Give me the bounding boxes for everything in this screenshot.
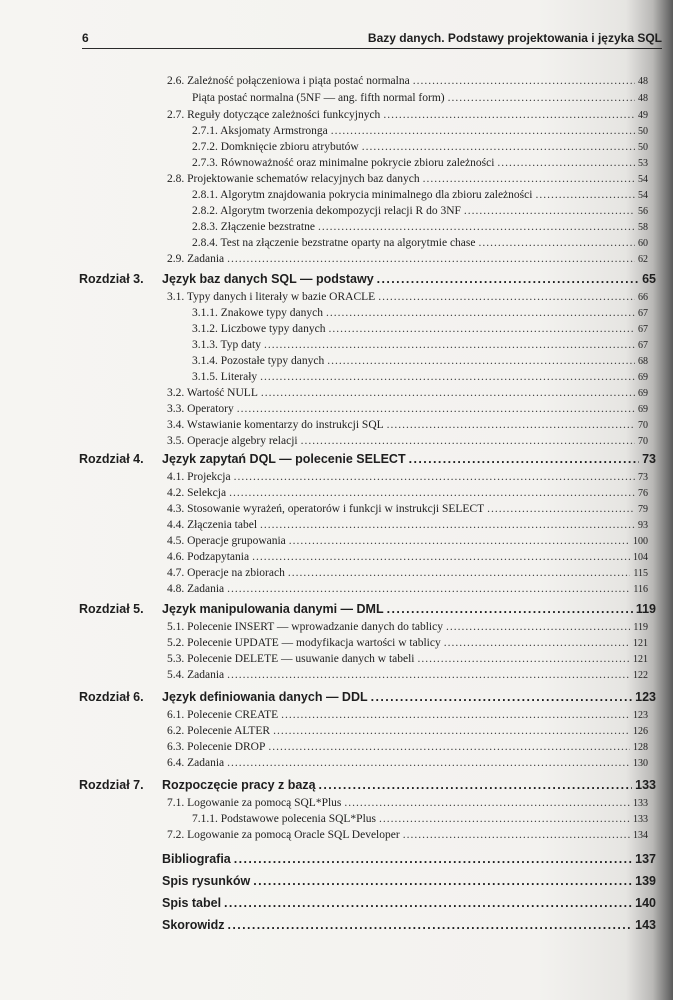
toc-entry[interactable]: 4.3. Stosowanie wyrażeń, operatorów i funkcji w instrukcji SELECT ..... 79 xyxy=(167,502,648,517)
toc-entry[interactable]: 7.1. Logowanie za pomocą SQL*Plus ..... 133 xyxy=(167,796,648,811)
toc-entry[interactable]: 3.4. Wstawianie komentarzy do instrukcji SQL ..... 70 xyxy=(167,418,648,433)
chapter-entry[interactable]: Język manipulowania danymi — DML ..... 119 xyxy=(162,601,656,618)
toc-entry[interactable]: 4.4. Złączenia tabel ..... 93 xyxy=(167,518,648,533)
toc-entry[interactable]: 4.7. Operacje na zbiorach ..... 115 xyxy=(167,566,648,581)
toc-entry[interactable]: 2.6. Zależność połączeniowa i piąta postać normalna ..... 48 xyxy=(167,74,648,89)
toc-entry[interactable]: 6.4. Zadania ..... 130 xyxy=(167,756,648,771)
toc-entry[interactable]: 6.1. Polecenie CREATE ..... 123 xyxy=(167,708,648,723)
toc-entry[interactable]: 3.1.1. Znakowe typy danych ..... 67 xyxy=(192,306,648,321)
toc-entry[interactable]: 2.7.3. Równoważność oraz minimalne pokrycie zbioru zależności ..... 53 xyxy=(192,156,648,171)
back-matter-tables[interactable]: Spis tabel ..... 140 xyxy=(162,895,656,912)
toc-entry[interactable]: 2.7. Reguły dotyczące zależności funkcyjnych ..... 49 xyxy=(167,108,648,123)
toc-entry[interactable]: 2.8. Projektowanie schematów relacyjnych baz danych ..... 54 xyxy=(167,172,648,187)
running-title: Bazy danych. Podstawy projektowania i języka SQL xyxy=(367,31,662,45)
toc-entry[interactable]: 3.5. Operacje algebry relacji ..... 70 xyxy=(167,434,648,449)
toc-entry[interactable]: 2.8.4. Test na złączenie bezstratne oparty na algorytmie chase ..... 60 xyxy=(192,236,648,251)
toc-entry[interactable]: 3.3. Operatory ..... 69 xyxy=(167,402,648,417)
toc-entry[interactable]: 7.2. Logowanie za pomocą Oracle SQL Developer ..... 134 xyxy=(167,828,648,843)
toc-entry[interactable]: 5.2. Polecenie UPDATE — modyfikacja wartości w tablicy ..... 121 xyxy=(167,636,648,651)
toc-entry[interactable]: 5.4. Zadania ..... 122 xyxy=(167,668,648,683)
toc-entry[interactable]: 3.1.4. Pozostałe typy danych ..... 68 xyxy=(192,354,648,369)
page-number: 6 xyxy=(82,31,89,45)
toc-entry[interactable]: Piąta postać normalna (5NF — ang. fifth normal form) ..... 48 xyxy=(192,91,648,106)
chapter-entry[interactable]: Język zapytań DQL — polecenie SELECT ..... 73 xyxy=(162,451,656,468)
toc-entry[interactable]: 4.1. Projekcja ..... 73 xyxy=(167,470,648,485)
toc-entry[interactable]: 2.7.2. Domknięcie zbioru atrybutów ..... 50 xyxy=(192,140,648,155)
chapter-label: Rozdział 3. xyxy=(79,272,144,286)
toc-entry[interactable]: 3.1.3. Typ daty ..... 67 xyxy=(192,338,648,353)
chapter-label: Rozdział 4. xyxy=(79,452,144,466)
toc-entry[interactable]: 2.8.3. Złączenie bezstratne ..... 58 xyxy=(192,220,648,235)
toc-entry[interactable]: 5.1. Polecenie INSERT — wprowadzanie danych do tablicy ..... 119 xyxy=(167,620,648,635)
chapter-entry[interactable]: Język definiowania danych — DDL ..... 123 xyxy=(162,689,656,706)
toc-entry[interactable]: 3.1.5. Literały ..... 69 xyxy=(192,370,648,385)
toc-entry[interactable]: 2.7.1. Aksjomaty Armstronga ..... 50 xyxy=(192,124,648,139)
toc-entry[interactable]: 4.8. Zadania ..... 116 xyxy=(167,582,648,597)
toc-entry[interactable]: 6.3. Polecenie DROP ..... 128 xyxy=(167,740,648,755)
toc-entry[interactable]: 2.8.1. Algorytm znajdowania pokrycia minimalnego dla zbioru zależności ..... 54 xyxy=(192,188,648,203)
back-matter-figures[interactable]: Spis rysunków ..... 139 xyxy=(162,873,656,890)
back-matter-bibliography[interactable]: Bibliografia ..... 137 xyxy=(162,851,656,868)
toc-entry[interactable]: 7.1.1. Podstawowe polecenia SQL*Plus ..... 133 xyxy=(192,812,648,827)
chapter-entry[interactable]: Język baz danych SQL — podstawy ..... 65 xyxy=(162,271,656,288)
toc-entry[interactable]: 2.9. Zadania ..... 62 xyxy=(167,252,648,267)
toc-entry[interactable]: 2.8.2. Algorytm tworzenia dekompozycji relacji R do 3NF ..... 56 xyxy=(192,204,648,219)
toc-entry[interactable]: 4.2. Selekcja ..... 76 xyxy=(167,486,648,501)
toc-entry[interactable]: 6.2. Polecenie ALTER ..... 126 xyxy=(167,724,648,739)
chapter-label: Rozdział 7. xyxy=(79,778,144,792)
chapter-label: Rozdział 5. xyxy=(79,602,144,616)
chapter-label: Rozdział 6. xyxy=(79,690,144,704)
toc-entry[interactable]: 3.1. Typy danych i literały w bazie ORACLE ..... 66 xyxy=(167,290,648,305)
toc-entry[interactable]: 5.3. Polecenie DELETE — usuwanie danych w tabeli ..... 121 xyxy=(167,652,648,667)
chapter-entry[interactable]: Rozpoczęcie pracy z bazą ..... 133 xyxy=(162,777,656,794)
toc-entry[interactable]: 3.1.2. Liczbowe typy danych ..... 67 xyxy=(192,322,648,337)
back-matter-index[interactable]: Skorowidz ..... 143 xyxy=(162,917,656,934)
toc-entry[interactable]: 4.5. Operacje grupowania ..... 100 xyxy=(167,534,648,549)
toc-entry[interactable]: 4.6. Podzapytania ..... 104 xyxy=(167,550,648,565)
toc-entry[interactable]: 3.2. Wartość NULL ..... 69 xyxy=(167,386,648,401)
